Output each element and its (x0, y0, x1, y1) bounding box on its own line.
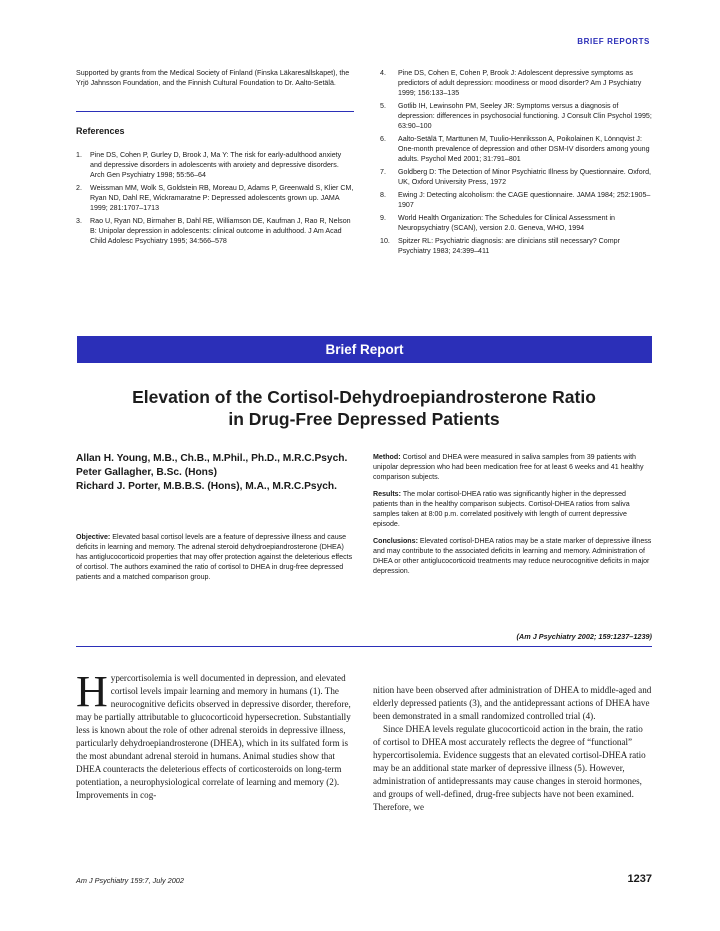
reference-number: 5. (380, 102, 386, 110)
reference-number: 6. (380, 135, 386, 143)
reference-number: 10. (380, 237, 390, 245)
reference-number: 7. (380, 168, 386, 176)
reference-item (380, 213, 652, 233)
section-tag: BRIEF REPORTS (577, 37, 650, 46)
reference-number: 3. (76, 217, 82, 225)
reference-text: World Health Organization: The Schedules for Clinical Assessment in Neuropsychiatry (SCAN), version 2.0. Geneva, WHO, 1994 (398, 214, 615, 232)
abstract-text: Cortisol and DHEA were measured in saliva samples from 39 patients with unipolar depression who had been medication free for at least 6 weeks and 41 healthy comparison subjects. (373, 453, 644, 481)
reference-number: 9. (380, 214, 386, 222)
reference-item (380, 134, 652, 164)
reference-text: Pine DS, Cohen P, Gurley D, Brook J, Ma Y: The risk for early-adulthood anxiety and depressive disorders in adolescents with anxiety and depressive disorders. Arch Gen Psychiatry 1998; 55:56–64 (90, 151, 342, 179)
abstract-label: Results: (373, 490, 401, 498)
abstract-method (373, 452, 652, 482)
reference-item (380, 101, 652, 131)
author: Allan H. Young, M.B., Ch.B., M.Phil., Ph.D., M.R.C.Psych. (76, 453, 348, 464)
article-title-line: in Drug-Free Depressed Patients (228, 409, 500, 429)
references-heading: References (76, 126, 125, 136)
reference-list-left (76, 150, 354, 249)
abstract-text: The molar cortisol-DHEA ratio was significantly higher in the depressed patients than in the healthy comparison subjects. Cortisol-DHEA ratios from saliva samples taken at 8:00 p.m. correlated positively with length of current depressive episode. (373, 490, 630, 528)
reference-text: Ewing J: Detecting alcoholism: the CAGE questionnaire. JAMA 1984; 252:1905–1907 (398, 191, 651, 209)
reference-text: Goldberg D: The Detection of Minor Psychiatric Illness by Questionnaire. Oxford, UK, Oxford University Press, 1972 (398, 168, 651, 186)
body-left-column (76, 667, 357, 802)
author-list (76, 452, 356, 494)
reference-text: Spitzer RL: Psychiatric diagnosis: are clinicians still necessary? Compr Psychiatry 1983; 24:399–411 (398, 237, 620, 255)
reference-item (380, 236, 652, 256)
reference-item (380, 190, 652, 210)
reference-item (380, 68, 652, 98)
author: Richard J. Porter, M.B.B.S. (Hons), M.A., M.R.C.Psych. (76, 481, 337, 492)
reference-item (76, 183, 354, 213)
page-number: 1237 (627, 873, 652, 885)
abstract-label: Objective: (76, 533, 111, 541)
reference-item (380, 167, 652, 187)
reference-text: Weissman MM, Wolk S, Goldstein RB, Moreau D, Adams P, Greenwald S, Klier CM, Ryan ND, Dahl RE, Wickramaratne P: Depressed adolescents grown up. JAMA 1999; 281:1707–1713 (90, 184, 354, 212)
article-title-line: Elevation of the Cortisol-Dehydroepiandrosterone Ratio (132, 387, 596, 407)
article-citation: (Am J Psychiatry 2002; 159:1237–1239) (516, 632, 652, 641)
reference-item (76, 216, 354, 246)
brief-report-banner: Brief Report (77, 336, 652, 363)
author: Peter Gallagher, B.Sc. (Hons) (76, 467, 217, 478)
abstract-label: Method: (373, 453, 401, 461)
footer-journal: Am J Psychiatry 159:7, July 2002 (76, 876, 184, 885)
abstract-objective (76, 532, 356, 582)
drop-cap: H (76, 667, 108, 716)
body-paragraph: Since DHEA levels regulate glucocorticoid action in the brain, the ratio of cortisol to DHEA most accurately reflects the degree of “functional” hypercortisolemia. Evidence suggests that an elevated cortisol-DHEA ratio may be an additional state marker of depressive illness (5). However, administration of antidepressants may cause changes in steroid hormones, and groups of well-defined, drug-free subjects have not been examined. Therefore, we (373, 724, 646, 812)
abstract-results (373, 489, 652, 529)
abstract-conclusions (373, 536, 652, 576)
body-right-column (373, 684, 652, 814)
reference-list-right (380, 68, 652, 259)
funding-divider (76, 111, 354, 112)
reference-number: 8. (380, 191, 386, 199)
reference-text: Rao U, Ryan ND, Birmaher B, Dahl RE, Williamson DE, Kaufman J, Rao R, Nelson B: Unipolar depression in adolescents: clinical outcome in adulthood. J Am Acad Child Adolesc Psychiatry 1995; 34:566–578 (90, 217, 351, 245)
body-paragraph: ypercortisolemia is well documented in depression, and elevated cortisol levels impair learning and memory in humans (1). The neurocognitive deficits observed in depressive disorder, therefore, may be partially attributable to glucocorticoid hypersecretion. Substantially less is known about the role of other adrenal steroids in depressive illness, particularly dehydroepiandrosterone (DHEA), which in its sulfated form is the most abundant adrenal steroid in humans. Animal studies show that DHEA counteracts the deleterious effects of corticosteroids on long-term potentiation, a neurophysiological correlate of learning and memory (2). Improvements in cog- (76, 673, 351, 800)
article-title (76, 386, 652, 430)
abstract-text: Elevated cortisol-DHEA ratios may be a state marker of depressive illness and may contribute to the associated deficits in learning and memory. Administration of DHEA or other antiglucocorticoid treatments may reduce neurocognitive deficits in major depression. (373, 537, 652, 575)
body-paragraph: nition have been observed after administration of DHEA to middle-aged and elderly depressed patients (3), and the antidepressant actions of DHEA have been demonstrated in a small randomized controlled trial (4). (373, 685, 652, 721)
reference-number: 2. (76, 184, 82, 192)
abstract-right-column (373, 452, 652, 583)
abstract-divider (76, 646, 652, 647)
reference-number: 1. (76, 151, 82, 159)
reference-text: Gotlib IH, Lewinsohn PM, Seeley JR: Symptoms versus a diagnosis of depression: differences in psychosocial functioning. J Consult Clin Psychol 1995; 63:90–100 (398, 102, 652, 130)
funding-note: Supported by grants from the Medical Society of Finland (Finska Läkaresällskapet), the Yrjö Jahnsson Foundation, and the Finnish Cultural Foundation to Dr. Aalto-Setälä. (76, 69, 350, 87)
reference-text: Aalto-Setälä T, Marttunen M, Tuulio-Henriksson A, Poikolainen K, Lönnqvist J: One-month prevalence of depression and other DSM-IV disorders among young adults. Psychol Med 2001; 31:791–801 (398, 135, 650, 163)
reference-text: Pine DS, Cohen E, Cohen P, Brook J: Adolescent depressive symptoms as predictors of adult depression: moodiness or mood disorder? Am J Psychiatry 1999; 156:133–135 (398, 69, 642, 97)
abstract-label: Conclusions: (373, 537, 418, 545)
abstract-text: Elevated basal cortisol levels are a feature of depressive illness and cause deficits in learning and memory. The adrenal steroid dehydroepiandrosterone (DHEA) has antiglucocorticoid properties that may offer protection against the deleterious effects of cortisol. The authors examined the ratio of cortisol to DHEA in drug-free depressed patients and a matched comparison group. (76, 533, 353, 581)
reference-number: 4. (380, 69, 386, 77)
reference-item (76, 150, 354, 180)
